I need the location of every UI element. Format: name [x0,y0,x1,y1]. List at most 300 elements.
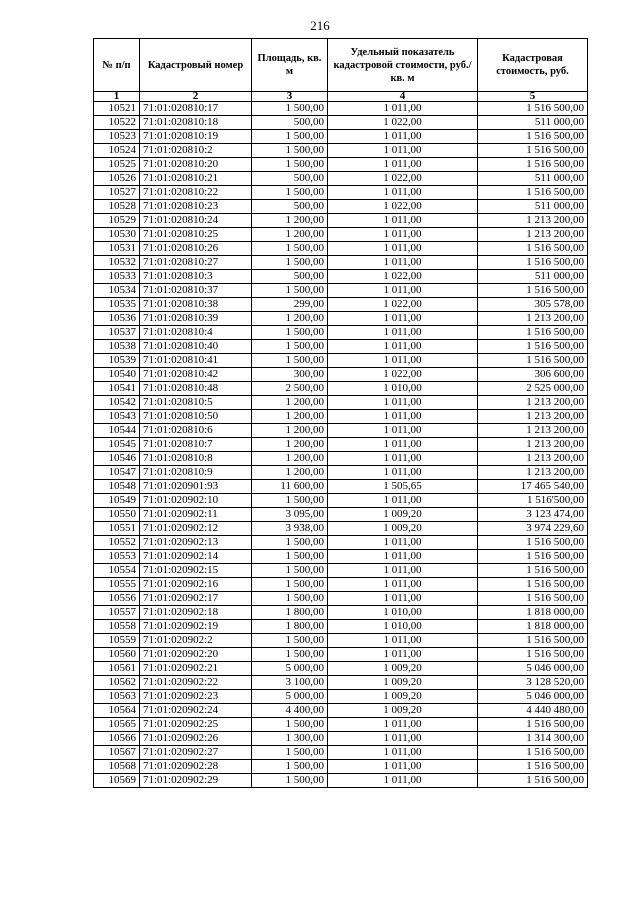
row-number-cell: 10569 [94,774,140,788]
area-cell: 1 500,00 [252,536,328,550]
row-number-cell: 10535 [94,298,140,312]
specific-value-cell: 1 011,00 [328,144,478,158]
table-row [94,214,588,228]
row-number-cell: 10565 [94,718,140,732]
specific-value-cell: 1 011,00 [328,452,478,466]
specific-value-cell: 1 011,00 [328,746,478,760]
specific-value-cell: 1 011,00 [328,536,478,550]
area-cell: 300,00 [252,368,328,382]
specific-value-cell: 1 009,20 [328,690,478,704]
cadastral-value-cell: 1 213 200,00 [478,228,588,242]
table-row [94,410,588,424]
area-cell: 3 938,00 [252,522,328,536]
specific-value-cell: 1 011,00 [328,312,478,326]
table-row [94,718,588,732]
cadastral-number-cell: 71:01:020902:11 [140,508,252,522]
specific-value-cell: 1 011,00 [328,550,478,564]
table-row [94,228,588,242]
area-cell: 1 200,00 [252,214,328,228]
row-number-cell: 10522 [94,116,140,130]
area-cell: 1 500,00 [252,354,328,368]
cadastral-value-cell: 1 516'500,00 [478,494,588,508]
area-cell: 1 500,00 [252,634,328,648]
table-header-row [94,39,588,92]
row-number-cell: 10568 [94,760,140,774]
specific-value-cell: 1 011,00 [328,466,478,480]
cadastral-value-cell: 1 213 200,00 [478,438,588,452]
cadastral-value-cell: 511 000,00 [478,270,588,284]
specific-value-cell: 1 011,00 [328,578,478,592]
specific-value-cell: 1 011,00 [328,760,478,774]
cadastral-value-cell: 1 516 500,00 [478,718,588,732]
area-cell: 1 500,00 [252,564,328,578]
specific-value-cell: 1 022,00 [328,298,478,312]
table-row [94,550,588,564]
specific-value-cell: 1 022,00 [328,200,478,214]
table-row [94,704,588,718]
row-number-cell: 10552 [94,536,140,550]
cadastral-value-cell: 1 213 200,00 [478,452,588,466]
area-cell: 11 600,00 [252,480,328,494]
area-cell: 1 500,00 [252,718,328,732]
table-row [94,480,588,494]
cadastral-number-cell: 71:01:020902:21 [140,662,252,676]
table-row [94,382,588,396]
cadastral-number-cell: 71:01:020810:22 [140,186,252,200]
table-row [94,690,588,704]
row-number-cell: 10540 [94,368,140,382]
row-number-cell: 10530 [94,228,140,242]
row-number-cell: 10555 [94,578,140,592]
table-row [94,452,588,466]
cadastral-number-cell: 71:01:020810:24 [140,214,252,228]
specific-value-cell: 1 009,20 [328,508,478,522]
cadastral-value-cell: 2 525 000,00 [478,382,588,396]
area-cell: 1 800,00 [252,606,328,620]
specific-value-cell: 1 011,00 [328,102,478,116]
cadastral-number-cell: 71:01:020810:39 [140,312,252,326]
specific-value-cell: 1 011,00 [328,732,478,746]
cadastral-value-cell: 3 974 229,60 [478,522,588,536]
cadastral-number-cell: 71:01:020902:17 [140,592,252,606]
area-cell: 1 500,00 [252,256,328,270]
table-row [94,172,588,186]
cadastral-number-cell: 71:01:020810:25 [140,228,252,242]
cadastral-value-cell: 1 516 500,00 [478,774,588,788]
row-number-cell: 10558 [94,620,140,634]
cadastral-number-cell: 71:01:020901:93 [140,480,252,494]
table-row [94,578,588,592]
cadastral-value-cell: 1 516 500,00 [478,242,588,256]
cadastral-number-cell: 71:01:020810:40 [140,340,252,354]
specific-value-cell: 1 011,00 [328,494,478,508]
specific-value-cell: 1 011,00 [328,592,478,606]
row-number-cell: 10543 [94,410,140,424]
table-row [94,592,588,606]
cadastral-value-cell: 4 440 480,00 [478,704,588,718]
table-row [94,116,588,130]
area-cell: 1 200,00 [252,466,328,480]
cadastral-value-cell: 1 516 500,00 [478,144,588,158]
cadastral-value-cell: 1 516 500,00 [478,550,588,564]
cadastral-value-cell: 1 213 200,00 [478,410,588,424]
cadastral-number-cell: 71:01:020902:26 [140,732,252,746]
area-cell: 3 100,00 [252,676,328,690]
area-cell: 1 500,00 [252,102,328,116]
specific-value-cell: 1 009,20 [328,522,478,536]
cadastral-number-cell: 71:01:020810:8 [140,452,252,466]
table-row [94,256,588,270]
area-cell: 1 800,00 [252,620,328,634]
row-number-cell: 10564 [94,704,140,718]
area-cell: 500,00 [252,172,328,186]
cadastral-number-cell: 71:01:020810:2 [140,144,252,158]
row-number-cell: 10536 [94,312,140,326]
header-area: Площадь, кв. м [252,39,328,92]
cadastral-number-cell: 71:01:020902:13 [140,536,252,550]
cadastral-number-cell: 71:01:020902:23 [140,690,252,704]
row-number-cell: 10523 [94,130,140,144]
cadastral-number-cell: 71:01:020902:25 [140,718,252,732]
specific-value-cell: 1 011,00 [328,634,478,648]
cadastral-number-cell: 71:01:020902:22 [140,676,252,690]
cadastral-value-cell: 5 046 000,00 [478,662,588,676]
area-cell: 5 000,00 [252,662,328,676]
table-row [94,242,588,256]
cadastral-value-cell: 1 516 500,00 [478,634,588,648]
cadastral-number-cell: 71:01:020902:15 [140,564,252,578]
row-number-cell: 10534 [94,284,140,298]
specific-value-cell: 1 011,00 [328,214,478,228]
cadastral-value-table [93,38,588,788]
table-body [94,102,588,788]
table-row [94,312,588,326]
row-number-cell: 10567 [94,746,140,760]
row-number-cell: 10537 [94,326,140,340]
cadastral-value-cell: 1 213 200,00 [478,312,588,326]
column-number: 1 [94,92,140,102]
table-row [94,130,588,144]
specific-value-cell: 1 505,65 [328,480,478,494]
cadastral-number-cell: 71:01:020810:37 [140,284,252,298]
area-cell: 1 500,00 [252,326,328,340]
row-number-cell: 10551 [94,522,140,536]
cadastral-value-cell: 1 818 000,00 [478,606,588,620]
cadastral-value-cell: 1 314 300,00 [478,732,588,746]
cadastral-number-cell: 71:01:020810:17 [140,102,252,116]
row-number-cell: 10547 [94,466,140,480]
cadastral-number-cell: 71:01:020810:42 [140,368,252,382]
specific-value-cell: 1 011,00 [328,340,478,354]
cadastral-value-cell: 511 000,00 [478,200,588,214]
column-number: 3 [252,92,328,102]
cadastral-number-cell: 71:01:020902:18 [140,606,252,620]
specific-value-cell: 1 022,00 [328,368,478,382]
table-row [94,662,588,676]
specific-value-cell: 1 022,00 [328,116,478,130]
area-cell: 1 200,00 [252,410,328,424]
area-cell: 500,00 [252,200,328,214]
cadastral-value-cell: 1 213 200,00 [478,466,588,480]
row-number-cell: 10541 [94,382,140,396]
area-cell: 1 500,00 [252,774,328,788]
area-cell: 299,00 [252,298,328,312]
table-row [94,606,588,620]
header-specific-value: Удельный показатель кадастровой стоимости, руб./кв. м [328,39,478,92]
row-number-cell: 10554 [94,564,140,578]
row-number-cell: 10529 [94,214,140,228]
cadastral-value-cell: 1 516 500,00 [478,354,588,368]
area-cell: 3 095,00 [252,508,328,522]
cadastral-value-cell: 306 600,00 [478,368,588,382]
cadastral-value-cell: 1 818 000,00 [478,620,588,634]
row-number-cell: 10538 [94,340,140,354]
table-row [94,508,588,522]
row-number-cell: 10527 [94,186,140,200]
table-row [94,368,588,382]
cadastral-number-cell: 71:01:020902:19 [140,620,252,634]
area-cell: 1 500,00 [252,186,328,200]
table-row [94,186,588,200]
cadastral-number-cell: 71:01:020810:5 [140,396,252,410]
table-row [94,326,588,340]
cadastral-number-cell: 71:01:020902:14 [140,550,252,564]
row-number-cell: 10559 [94,634,140,648]
cadastral-value-cell: 1 516 500,00 [478,186,588,200]
cadastral-value-cell: 1 516 500,00 [478,284,588,298]
cadastral-number-cell: 71:01:020902:20 [140,648,252,662]
cadastral-number-cell: 71:01:020810:7 [140,438,252,452]
row-number-cell: 10533 [94,270,140,284]
row-number-cell: 10557 [94,606,140,620]
area-cell: 1 200,00 [252,424,328,438]
specific-value-cell: 1 009,20 [328,704,478,718]
table-row [94,634,588,648]
cadastral-number-cell: 71:01:020810:48 [140,382,252,396]
table-row [94,438,588,452]
table-row [94,102,588,116]
row-number-cell: 10542 [94,396,140,410]
cadastral-number-cell: 71:01:020810:23 [140,200,252,214]
area-cell: 1 500,00 [252,130,328,144]
header-cadastral-number: Кадастровый номер [140,39,252,92]
table-row [94,144,588,158]
cadastral-number-cell: 71:01:020810:19 [140,130,252,144]
column-number: 4 [328,92,478,102]
row-number-cell: 10526 [94,172,140,186]
cadastral-value-cell: 1 516 500,00 [478,536,588,550]
area-cell: 1 500,00 [252,144,328,158]
specific-value-cell: 1 011,00 [328,718,478,732]
specific-value-cell: 1 011,00 [328,228,478,242]
area-cell: 1 500,00 [252,242,328,256]
area-cell: 1 200,00 [252,438,328,452]
table-row [94,396,588,410]
row-number-cell: 10549 [94,494,140,508]
page-number: 216 [310,18,330,33]
column-number: 2 [140,92,252,102]
row-number-cell: 10556 [94,592,140,606]
cadastral-value-cell: 1 516 500,00 [478,130,588,144]
specific-value-cell: 1 009,20 [328,662,478,676]
area-cell: 1 500,00 [252,550,328,564]
row-number-cell: 10553 [94,550,140,564]
table-row [94,354,588,368]
cadastral-value-cell: 3 123 474,00 [478,508,588,522]
specific-value-cell: 1 011,00 [328,186,478,200]
table-row [94,424,588,438]
specific-value-cell: 1 010,00 [328,606,478,620]
area-cell: 5 000,00 [252,690,328,704]
row-number-cell: 10531 [94,242,140,256]
cadastral-value-cell: 1 516 500,00 [478,592,588,606]
row-number-cell: 10566 [94,732,140,746]
row-number-cell: 10521 [94,102,140,116]
cadastral-value-cell: 511 000,00 [478,172,588,186]
cadastral-number-cell: 71:01:020810:20 [140,158,252,172]
specific-value-cell: 1 011,00 [328,648,478,662]
area-cell: 1 200,00 [252,312,328,326]
cadastral-value-cell: 1 516 500,00 [478,564,588,578]
cadastral-value-cell: 1 516 500,00 [478,760,588,774]
row-number-cell: 10561 [94,662,140,676]
cadastral-number-cell: 71:01:020810:9 [140,466,252,480]
area-cell: 1 500,00 [252,592,328,606]
cadastral-number-cell: 71:01:020810:27 [140,256,252,270]
area-cell: 1 500,00 [252,760,328,774]
row-number-cell: 10550 [94,508,140,522]
column-number: 5 [478,92,588,102]
area-cell: 1 200,00 [252,228,328,242]
specific-value-cell: 1 022,00 [328,172,478,186]
cadastral-value-cell: 1 213 200,00 [478,396,588,410]
area-cell: 2 500,00 [252,382,328,396]
table-row [94,732,588,746]
cadastral-value-cell: 305 578,00 [478,298,588,312]
cadastral-value-cell: 511 000,00 [478,116,588,130]
cadastral-value-cell: 1 516 500,00 [478,648,588,662]
specific-value-cell: 1 011,00 [328,242,478,256]
specific-value-cell: 1 011,00 [328,438,478,452]
specific-value-cell: 1 011,00 [328,158,478,172]
row-number-cell: 10563 [94,690,140,704]
cadastral-number-cell: 71:01:020902:12 [140,522,252,536]
cadastral-value-cell: 1 516 500,00 [478,746,588,760]
area-cell: 1 500,00 [252,648,328,662]
table-row [94,564,588,578]
cadastral-number-cell: 71:01:020810:21 [140,172,252,186]
table-row [94,620,588,634]
specific-value-cell: 1 010,00 [328,620,478,634]
cadastral-number-cell: 71:01:020810:4 [140,326,252,340]
table-row [94,522,588,536]
cadastral-value-cell: 3 128 520,00 [478,676,588,690]
specific-value-cell: 1 011,00 [328,774,478,788]
cadastral-value-cell: 1 516 500,00 [478,102,588,116]
row-number-cell: 10544 [94,424,140,438]
table-row [94,298,588,312]
specific-value-cell: 1 022,00 [328,270,478,284]
cadastral-number-cell: 71:01:020810:50 [140,410,252,424]
table-row [94,340,588,354]
row-number-cell: 10560 [94,648,140,662]
header-number: № п/п [94,39,140,92]
specific-value-cell: 1 009,20 [328,676,478,690]
specific-value-cell: 1 011,00 [328,396,478,410]
cadastral-number-cell: 71:01:020810:18 [140,116,252,130]
table-row [94,676,588,690]
row-number-cell: 10545 [94,438,140,452]
row-number-cell: 10562 [94,676,140,690]
cadastral-number-cell: 71:01:020810:3 [140,270,252,284]
row-number-cell: 10539 [94,354,140,368]
area-cell: 1 500,00 [252,158,328,172]
area-cell: 1 300,00 [252,732,328,746]
area-cell: 500,00 [252,270,328,284]
specific-value-cell: 1 010,00 [328,382,478,396]
cadastral-value-cell: 5 046 000,00 [478,690,588,704]
table-row [94,270,588,284]
row-number-cell: 10546 [94,452,140,466]
area-cell: 1 500,00 [252,746,328,760]
cadastral-value-cell: 1 516 500,00 [478,340,588,354]
row-number-cell: 10528 [94,200,140,214]
table-row [94,494,588,508]
area-cell: 1 500,00 [252,340,328,354]
cadastral-number-cell: 71:01:020902:28 [140,760,252,774]
cadastral-number-cell: 71:01:020810:38 [140,298,252,312]
specific-value-cell: 1 011,00 [328,326,478,340]
cadastral-number-cell: 71:01:020810:26 [140,242,252,256]
specific-value-cell: 1 011,00 [328,424,478,438]
column-number-row [94,92,588,102]
area-cell: 1 200,00 [252,452,328,466]
table-row [94,648,588,662]
specific-value-cell: 1 011,00 [328,256,478,270]
cadastral-value-cell: 1 213 200,00 [478,424,588,438]
row-number-cell: 10532 [94,256,140,270]
specific-value-cell: 1 011,00 [328,564,478,578]
cadastral-number-cell: 71:01:020902:27 [140,746,252,760]
cadastral-value-cell: 1 516 500,00 [478,256,588,270]
specific-value-cell: 1 011,00 [328,410,478,424]
area-cell: 1 200,00 [252,396,328,410]
area-cell: 1 500,00 [252,284,328,298]
area-cell: 4 400,00 [252,704,328,718]
cadastral-value-cell: 1 516 500,00 [478,578,588,592]
cadastral-value-cell: 17 465 540,00 [478,480,588,494]
cadastral-value-cell: 1 213 200,00 [478,214,588,228]
row-number-cell: 10548 [94,480,140,494]
specific-value-cell: 1 011,00 [328,284,478,298]
table-row [94,284,588,298]
area-cell: 1 500,00 [252,578,328,592]
cadastral-value-cell: 1 516 500,00 [478,326,588,340]
cadastral-value-cell: 1 516 500,00 [478,158,588,172]
table-row [94,774,588,788]
cadastral-number-cell: 71:01:020810:41 [140,354,252,368]
cadastral-number-cell: 71:01:020902:2 [140,634,252,648]
cadastral-number-cell: 71:01:020902:24 [140,704,252,718]
table-row [94,158,588,172]
cadastral-number-cell: 71:01:020902:29 [140,774,252,788]
table-row [94,760,588,774]
area-cell: 500,00 [252,116,328,130]
row-number-cell: 10525 [94,158,140,172]
specific-value-cell: 1 011,00 [328,354,478,368]
table-row [94,746,588,760]
area-cell: 1 500,00 [252,494,328,508]
